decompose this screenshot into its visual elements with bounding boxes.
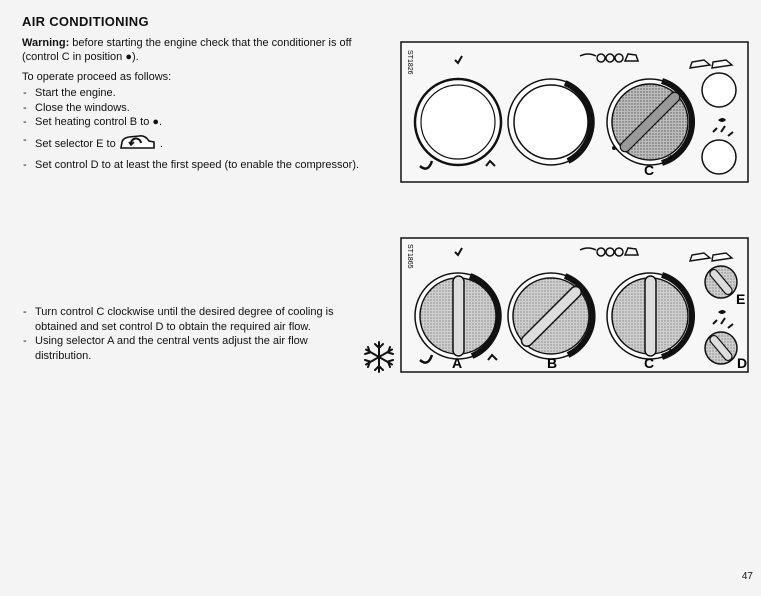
steps-list-2 [22, 305, 362, 363]
snowflake-small-icon: * [668, 345, 674, 360]
step-start-engine: - Start the engine. [22, 86, 362, 101]
warning-paragraph [22, 36, 362, 64]
intro-text: To operate proceed as follows: [22, 71, 172, 83]
figure-code: ST1865 [406, 244, 413, 269]
label-c: C [644, 162, 655, 178]
snowflake-small-icon: * [668, 152, 674, 167]
label-c: C [644, 355, 655, 371]
step-turn-control-c: - Turn control C clockwise until the desired degree of cooling is obtained and set control D to obtain the required air flow. [22, 305, 362, 334]
label-b: B [547, 355, 558, 371]
snowflake-icon [362, 340, 396, 379]
control-panel-figure-2 [400, 236, 755, 381]
label-d: D [737, 355, 748, 371]
steps-list-1 [22, 86, 362, 173]
step-set-control-d: - Set control D to at least the first speed (to enable the compressor). [22, 158, 362, 173]
warning-label: Warning: [22, 37, 70, 49]
step-set-selector-e: - Set selector E to . [22, 133, 362, 156]
figure-code: ST1826 [406, 50, 413, 75]
section-title: AIR CONDITIONING [22, 14, 149, 29]
recirculation-car-icon [119, 133, 157, 156]
step-selector-a: - Using selector A and the central vents adjust the air flow distribution. [22, 334, 362, 363]
step-set-heating: - Set heating control B to ●. [22, 115, 362, 130]
warning-text: before starting the engine check that the conditioner is off (control C in position ●). [22, 37, 352, 63]
step-close-windows: - Close the windows. [22, 101, 362, 116]
label-a: A [452, 355, 463, 371]
page-number: 47 [741, 571, 753, 582]
label-e: E [736, 291, 746, 307]
control-panel-figure-1 [400, 40, 750, 190]
